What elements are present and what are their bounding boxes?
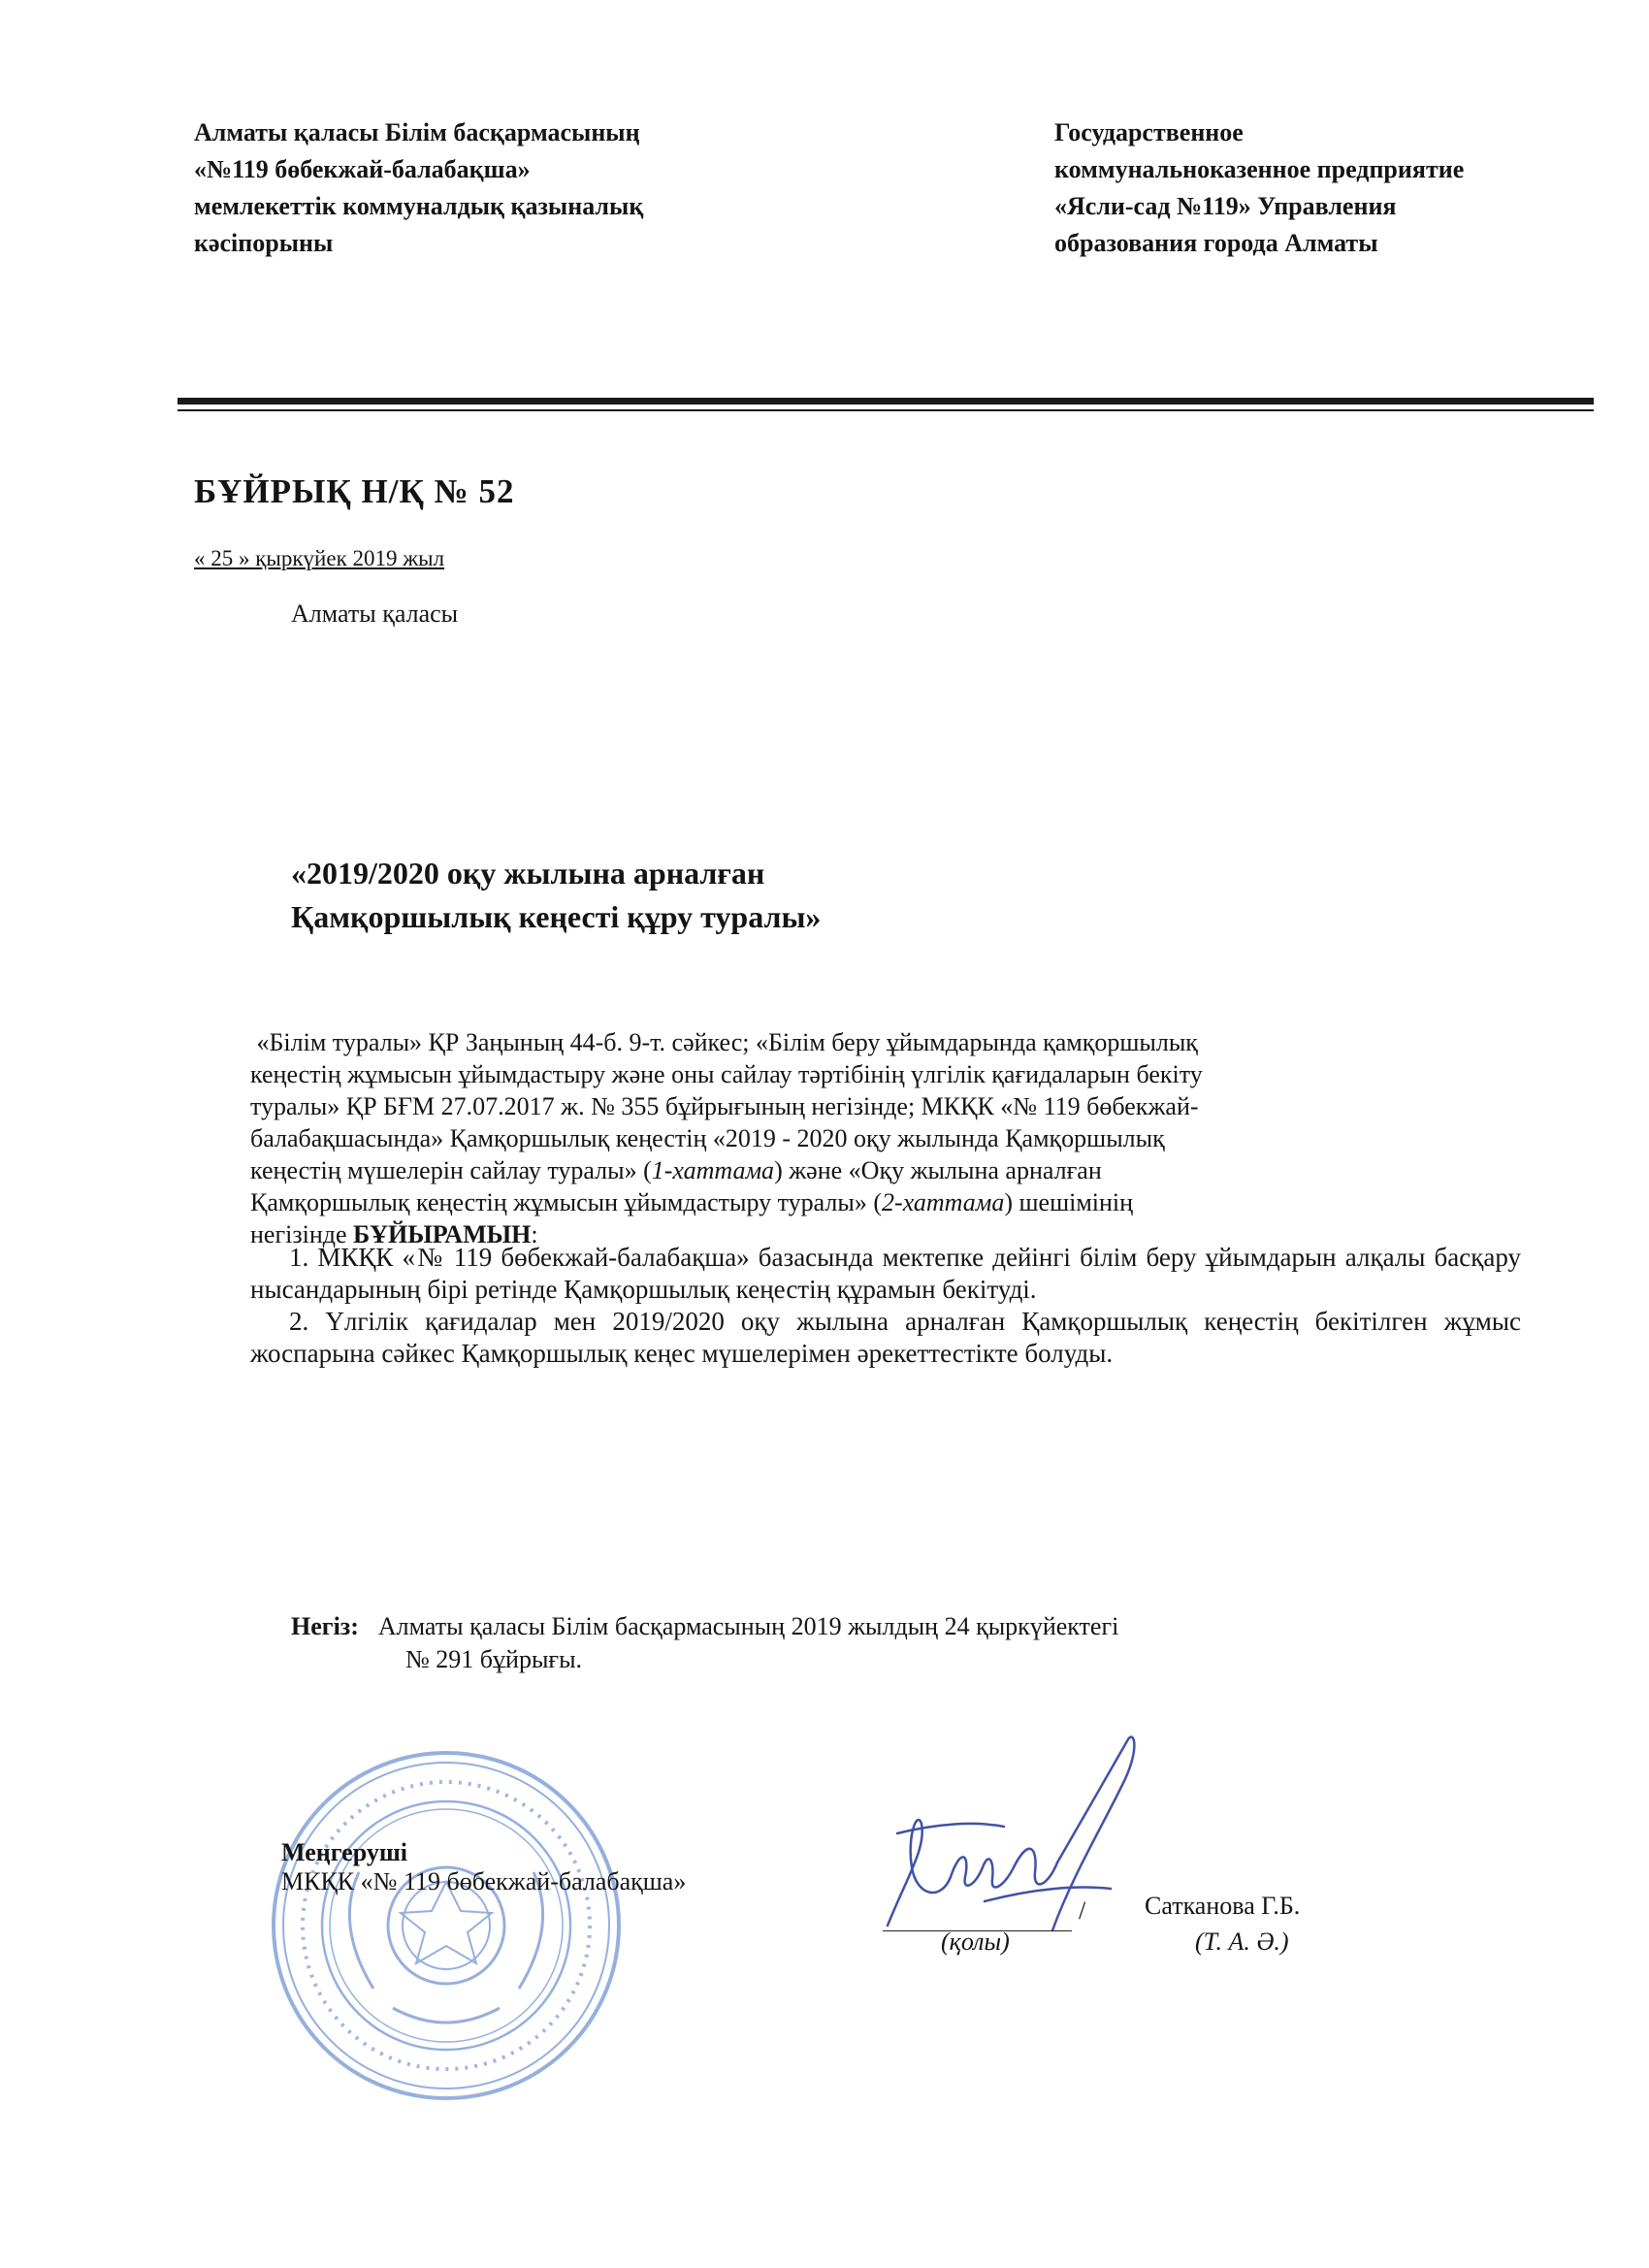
header-right-line: Государственное: [1054, 118, 1244, 146]
header-divider-thick: [178, 398, 1594, 405]
round-seal-stamp: [267, 1746, 626, 2105]
signature-caption: (қолы): [941, 1928, 1010, 1956]
order-item: 2. Үлгілік қағидалар мен 2019/2020 оқу жылына арналған Қамқоршылық кеңестің бекітілген жұмыс жоспарына сәйкес Қамқоршылық кеңес мүшелерімен әрекеттестікте болуды.: [250, 1307, 1521, 1368]
header-left-kazakh: [194, 114, 643, 262]
preamble-line: туралы» ҚР БҒМ 27.07.2017 ж. № 355 бұйрығының негізінде; МКҚК «№ 119 бөбекжай-: [250, 1092, 1199, 1120]
preamble-line: балабақшасында» Қамқоршылық кеңестің «2019 - 2020 оқу жылында Қамқоршылық: [250, 1124, 1165, 1152]
signature-block: [281, 1838, 686, 1896]
signer-name: Сатканова Г.Б.: [1145, 1892, 1301, 1920]
header-left-line: «№119 бөбекжай-балабақша»: [194, 155, 531, 183]
protocol-1-ref: 1-хаттама: [651, 1156, 775, 1184]
header-right-line: «Ясли-сад №119» Управления: [1054, 192, 1397, 220]
protocol-2-ref: 2-хаттама: [882, 1188, 1005, 1216]
preamble-paragraph: [250, 1026, 1521, 1250]
basis-text: Алматы қаласы Білім басқармасының 2019 жылдың 24 қыркүйектегі: [377, 1612, 1119, 1640]
signature-slash: /: [1079, 1896, 1086, 1925]
preamble-text: негізінде: [250, 1220, 354, 1248]
preamble-line: «Білім туралы» ҚР Заңының 44-б. 9-т. сәйкес; «Білім беру ұйымдарында қамқоршылық: [250, 1028, 1198, 1056]
preamble-text: кеңестің мүшелерін сайлау туралы» (: [250, 1156, 652, 1184]
header-right-line: образования города Алматы: [1054, 229, 1378, 257]
header-right-russian: [1054, 114, 1464, 262]
order-items: [250, 1242, 1521, 1370]
preamble-line: кеңестің жұмысын ұйымдастыру және оны сайлау тәртібінің үлгілік қағидаларын бекіту: [250, 1060, 1203, 1088]
header-right-line: коммунальноказенное предприятие: [1054, 155, 1465, 183]
order-city: Алматы қаласы: [291, 599, 459, 628]
preamble-line: [250, 1186, 1521, 1218]
header-left-line: Алматы қаласы Білім басқармасының: [194, 118, 640, 146]
order-subject: [291, 852, 821, 939]
preamble-text: Қамқоршылық кеңестің жұмысын ұйымдастыру туралы» (: [250, 1188, 883, 1216]
head-organization: МКҚК «№ 119 бөбекжай-балабақша»: [281, 1867, 687, 1895]
preamble-text: ) шешімінің: [1004, 1188, 1134, 1216]
basis-line: [291, 1610, 1118, 1643]
preamble-text: :: [531, 1220, 538, 1248]
header-left-line: мемлекеттік коммуналдық қазыналық: [194, 192, 644, 220]
header-left-line: кәсіпорыны: [194, 229, 334, 257]
basis-block: [291, 1610, 1118, 1676]
order-date: « 25 » қыркүйек 2019 жыл: [194, 546, 445, 570]
handwritten-signature: [868, 1732, 1149, 1940]
preamble-text: ) және «Оқу жылына арналған: [774, 1156, 1102, 1184]
subject-line-2: Қамқоршылық кеңесті құру туралы»: [291, 899, 822, 934]
basis-label: Негіз:: [291, 1612, 359, 1640]
basis-line: № 291 бұйрығы.: [405, 1645, 583, 1673]
order-keyword: БҰЙЫРАМЫН: [353, 1220, 532, 1248]
order-title: БҰЙРЫҚ Н/Қ № 52: [194, 472, 515, 510]
name-caption: (Т. А. Ә.): [1195, 1928, 1289, 1956]
subject-line-1: «2019/2020 оқу жылына арналған: [291, 856, 765, 891]
header-divider-thin: [178, 409, 1594, 411]
order-item: 1. МКҚК «№ 119 бөбекжай-балабақша» базасында мектепке дейінгі білім беру ұйымдарын алқалы басқару нысандарының бірі ретінде Қамқоршылық кеңестің құрамын бекітуді.: [250, 1243, 1521, 1304]
preamble-line: [250, 1154, 1521, 1186]
head-position-title: Меңгеруші: [281, 1838, 408, 1866]
